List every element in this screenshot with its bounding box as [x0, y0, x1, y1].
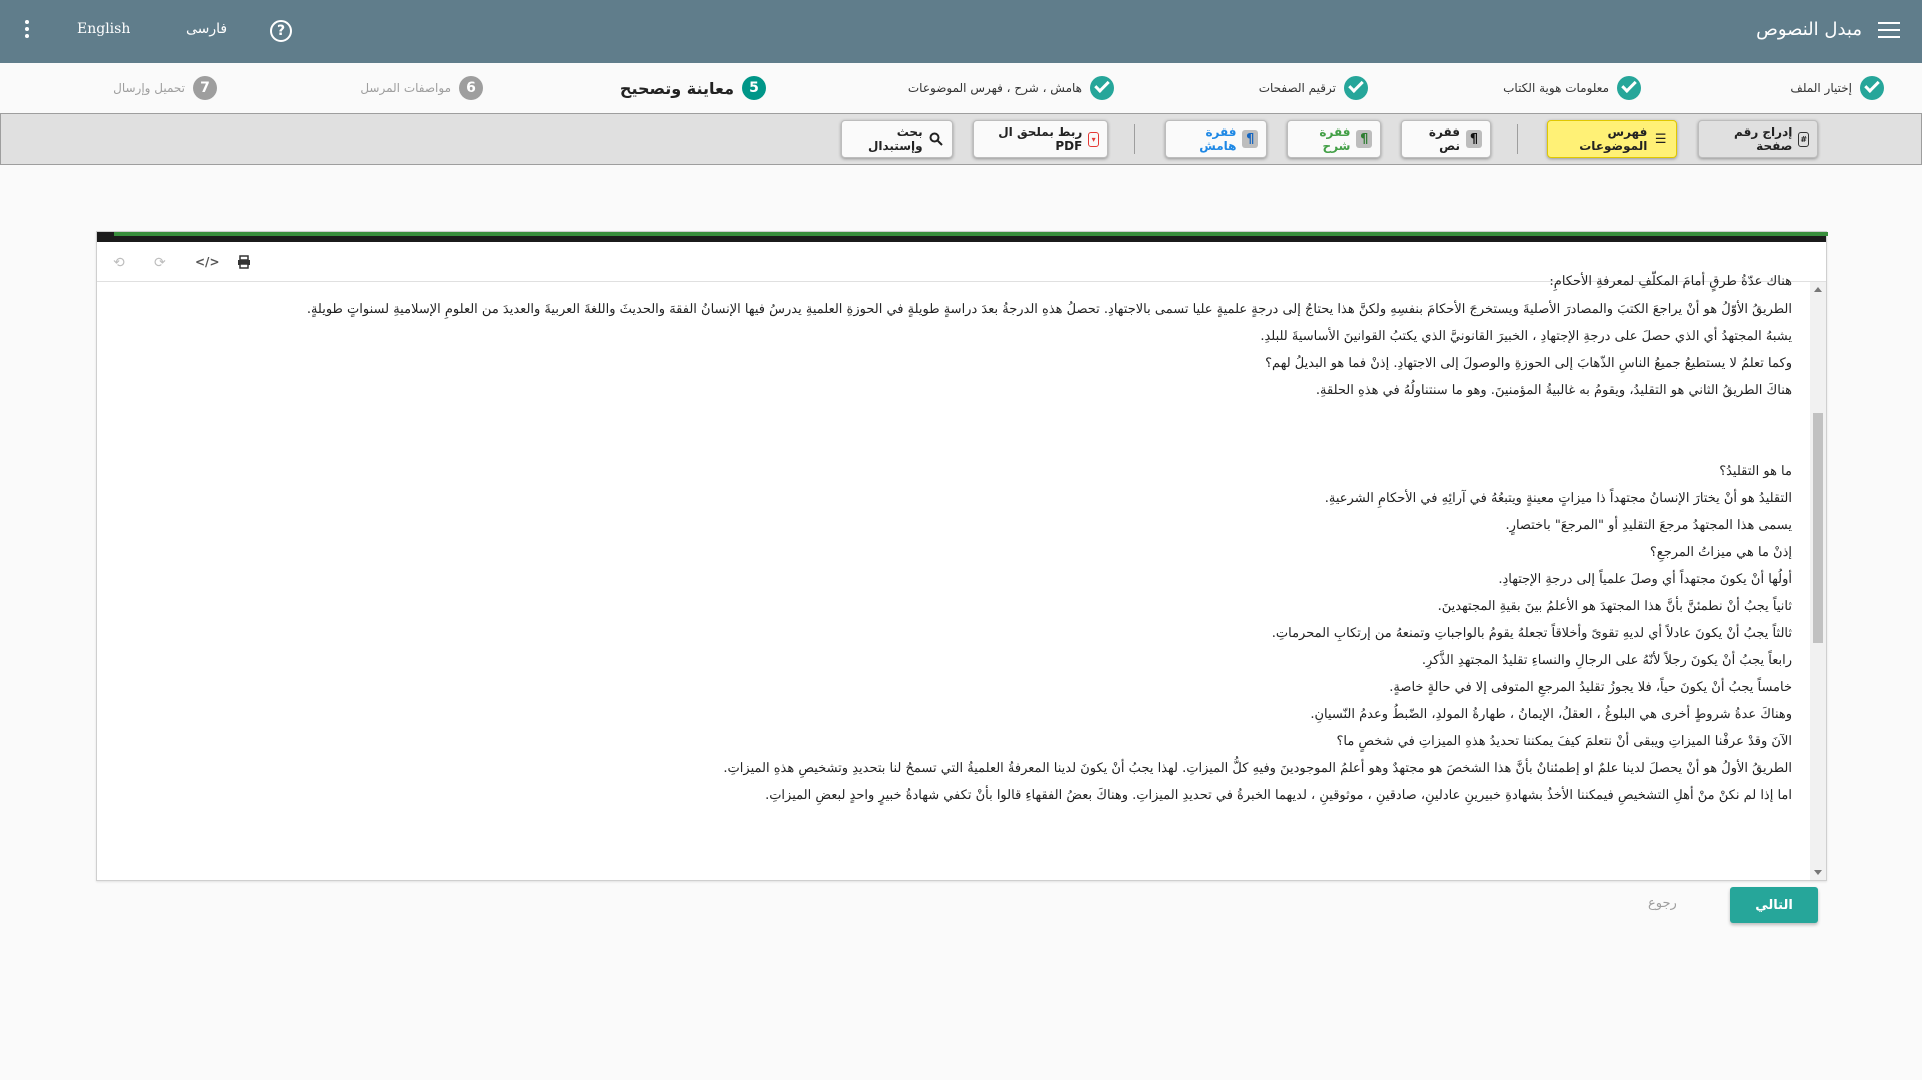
- more-vert-icon[interactable]: [24, 20, 30, 42]
- paragraph: إذنْ ما هي ميزاتُ المرجعِ؟: [1649, 545, 1792, 560]
- app-bar: [0, 0, 1922, 63]
- language-farsi-button[interactable]: فارسی: [186, 21, 228, 37]
- step-number: 7: [193, 76, 217, 100]
- check-icon: [1860, 76, 1884, 100]
- paragraph: ما هو التقليدُ؟: [1719, 464, 1792, 479]
- paragraph-icon: ¶: [1466, 130, 1482, 148]
- step-label: مواصفات المرسل: [360, 81, 451, 95]
- paragraph-green-icon: ¶: [1356, 130, 1372, 148]
- formatting-toolbar: [0, 113, 1922, 165]
- step-choose-file[interactable]: [1790, 76, 1884, 100]
- check-icon: [1344, 76, 1368, 100]
- paragraph: يسمى هذا المجتهدُ مرجعَ التقليدِ أو "المرجعَ" باختصارٍ.: [1505, 518, 1792, 533]
- pdf-link-button[interactable]: ▾ ربط بملحق ال PDF: [973, 120, 1108, 158]
- text-editor: [96, 231, 1827, 881]
- print-icon[interactable]: [237, 255, 251, 273]
- paragraph: الطريقُ الأولُ هو أنْ يحصلَ لدينا علمٌ او إطمئنانٌ بأنَّ هذا الشخصَ هو مجتهدٌ وهو أعلمُ الموجودينَ وفيهِ كلُّ الميزاتِ. لهذا يجبُ أنْ يكونَ لدينا المعرفةُ العلميةُ التي تسمحُ لنا بتحديدِ وتشخيصِ هذهِ الميزاتِ.: [723, 761, 1792, 776]
- app-title: مبدل النصوص: [1756, 19, 1862, 40]
- topics-index-button[interactable]: ☰ فهرس الموضوعات: [1547, 120, 1677, 158]
- step-label: معلومات هوية الكتاب: [1503, 81, 1609, 95]
- explanation-paragraph-button[interactable]: ¶ فقرة شرح: [1287, 120, 1381, 158]
- toolbar-divider: [1134, 124, 1135, 154]
- paragraph: رابعاً يجبُ أنْ يكونَ رجلاً لأنّهُ على الرجالِ والنساءِ تقليدُ المجتهدِ الذَّكرِ.: [1421, 653, 1792, 668]
- step-book-identity[interactable]: [1503, 76, 1641, 100]
- help-icon[interactable]: ?: [270, 20, 292, 42]
- step-label: ترقيم الصفحات: [1258, 81, 1336, 95]
- scroll-down-icon[interactable]: [1814, 870, 1822, 875]
- paragraph: الطريقُ الأوّلُ هو أنْ يراجعَ الكتبَ والمصادرَ الأصليةَ ويستخرجَ الأحكامَ بنفسِهِ ولكنَّ هذا يحتاجُ إلى درجةٍ علميةٍ عليا تسمى بالاجتهادِ. تحصلُ هذهِ الدرجةُ بعدَ دراسةٍ طويلةٍ في الحوزةِ العلميةِ يدرسُ فيها الإنسانُ الفقهَ والحديثَ واللغةَ العربيةَ والعديدَ من العلومِ الإسلاميةِ لسنواتٍ طويلةٍ.: [306, 302, 1792, 317]
- step-sender-details[interactable]: [360, 76, 483, 100]
- step-label: معاينة وتصحيح: [619, 78, 734, 98]
- check-icon: [1090, 76, 1114, 100]
- paragraph: وكما تعلمُ لا يستطيعُ جميعُ الناسِ الذّهابَ إلى الحوزةِ والوصولَ إلى الاجتهادِ. إذنْ فما هو البديلُ لهم؟: [1265, 356, 1792, 371]
- empty-paragraph: [112, 404, 1792, 431]
- redo-icon[interactable]: ⟳: [154, 255, 166, 271]
- editor-accent-line: [114, 232, 1828, 236]
- paragraph: هناكَ الطريقُ الثاني هو التقليدُ، ويقومُ به غالبيةُ المؤمنينَ. وهو ما سنتناولُهُ في هذهِ الحلقةِ.: [1315, 383, 1792, 398]
- editor-content[interactable]: [112, 274, 1792, 880]
- step-preview-correct[interactable]: [620, 76, 766, 100]
- step-label: تحميل وإرسال: [113, 81, 185, 95]
- margin-paragraph-button[interactable]: ¶ فقرة هامش: [1165, 120, 1267, 158]
- wizard-stepper: [0, 63, 1922, 113]
- step-label: هامش ، شرح ، فهرس الموضوعات: [907, 81, 1082, 95]
- paragraph-blue-icon: ¶: [1242, 130, 1258, 148]
- scrollbar-thumb[interactable]: [1813, 413, 1823, 643]
- step-label: إختيار الملف: [1790, 81, 1852, 95]
- pdf-icon: ▾: [1088, 132, 1099, 147]
- step-margin-explanation-index[interactable]: [908, 76, 1114, 100]
- search-replace-button[interactable]: بحث وإستبدال: [841, 120, 953, 158]
- text-paragraph-button[interactable]: ¶ فقرة نص: [1401, 120, 1491, 158]
- paragraph: وهناكَ عدةُ شروطٍ أخرى هي البلوغُ ، العقلُ، الإيمانُ ، طهارةُ المولدِ، الضّبطُ وعدمُ النّسيانِ.: [1310, 707, 1792, 722]
- hamburger-menu-icon[interactable]: [1878, 22, 1900, 40]
- back-button[interactable]: رجوع: [1648, 896, 1677, 911]
- paragraph: التقليدُ هو أنْ يختارَ الإنسانُ مجتهداً ذا ميزاتٍ معينةٍ ويتبعُهُ في آرائِهِ في الأحكامِ الشرعيةِ.: [1324, 491, 1792, 506]
- paragraph: هناك عدّةُ طرقٍ أمامَ المكلّفِ لمعرفةِ الأحكامِ:: [1549, 274, 1792, 289]
- empty-paragraph: [112, 431, 1792, 458]
- next-button[interactable]: التالي: [1730, 887, 1818, 923]
- paragraph: اما إذا لم نكنْ منْ أهلِ التشخيصِ فيمكننا الأخذُ بشهادةِ خبيرينِ عادلينِ، صادقينِ ، موثوقينِ ، لديهما الخبرةُ في تحديدِ الميزاتِ. وهناكَ بعضُ الفقهاءِ قالوا بأنْ تكفي شهادةُ خبيرٍ واحدٍ لبعضِ الميزاتِ.: [765, 788, 1792, 803]
- paragraph: ثالثاً يجبُ أنْ يكونَ عادلاً أي لديهِ تقوىً وأخلاقاً تجعلهُ يقومُ بالواجباتِ وتمنعهُ من إرتكابِ المحرماتِ.: [1271, 626, 1792, 641]
- step-page-numbering[interactable]: [1259, 76, 1368, 100]
- undo-icon[interactable]: ⟲: [113, 255, 125, 271]
- search-icon: [929, 130, 944, 148]
- source-code-icon[interactable]: </>: [195, 255, 220, 269]
- page-icon: #: [1798, 132, 1809, 147]
- editor-scrollbar[interactable]: [1810, 282, 1826, 880]
- paragraph: ثانياً يجبُ أنْ نطمئنَّ بأنَّ هذا المجتهدَ هو الأعلمُ بينَ بقيةِ المجتهدينَ.: [1437, 599, 1792, 614]
- language-english-button[interactable]: English: [77, 21, 131, 37]
- paragraph: يشبهُ المجتهدُ أي الذي حصلَ على درجةِ الإجتهادِ ، الخبيرَ القانونيَّ الذي يكتبُ القوانينَ الأساسيةَ للبلدِ.: [1260, 329, 1792, 344]
- scroll-up-icon[interactable]: [1814, 287, 1822, 292]
- paragraph: الآنَ وقدْ عرفْنا الميزاتِ ويبقى أنْ نتعلمَ كيفَ يمكننا تحديدُ هذهِ الميزاتِ في شخصٍ ما؟: [1336, 734, 1792, 749]
- check-icon: [1617, 76, 1641, 100]
- list-icon: ☰: [1654, 131, 1667, 147]
- step-number: 6: [459, 76, 483, 100]
- paragraph: أولُها أنْ يكونَ مجتهداً أي وصلَ علمياً إلى درجةِ الإجتهادِ.: [1498, 572, 1792, 587]
- toolbar-divider: [1517, 124, 1518, 154]
- step-number: 5: [742, 76, 766, 100]
- insert-page-number-button[interactable]: # إدراج رقم صفحة: [1698, 120, 1818, 158]
- step-download-send[interactable]: [113, 76, 217, 100]
- paragraph: خامساً يجبُ أنْ يكونَ حياً، فلا يجوزُ تقليدُ المرجعِ المتوفى إلا في حالةٍ خاصةٍ.: [1389, 680, 1792, 695]
